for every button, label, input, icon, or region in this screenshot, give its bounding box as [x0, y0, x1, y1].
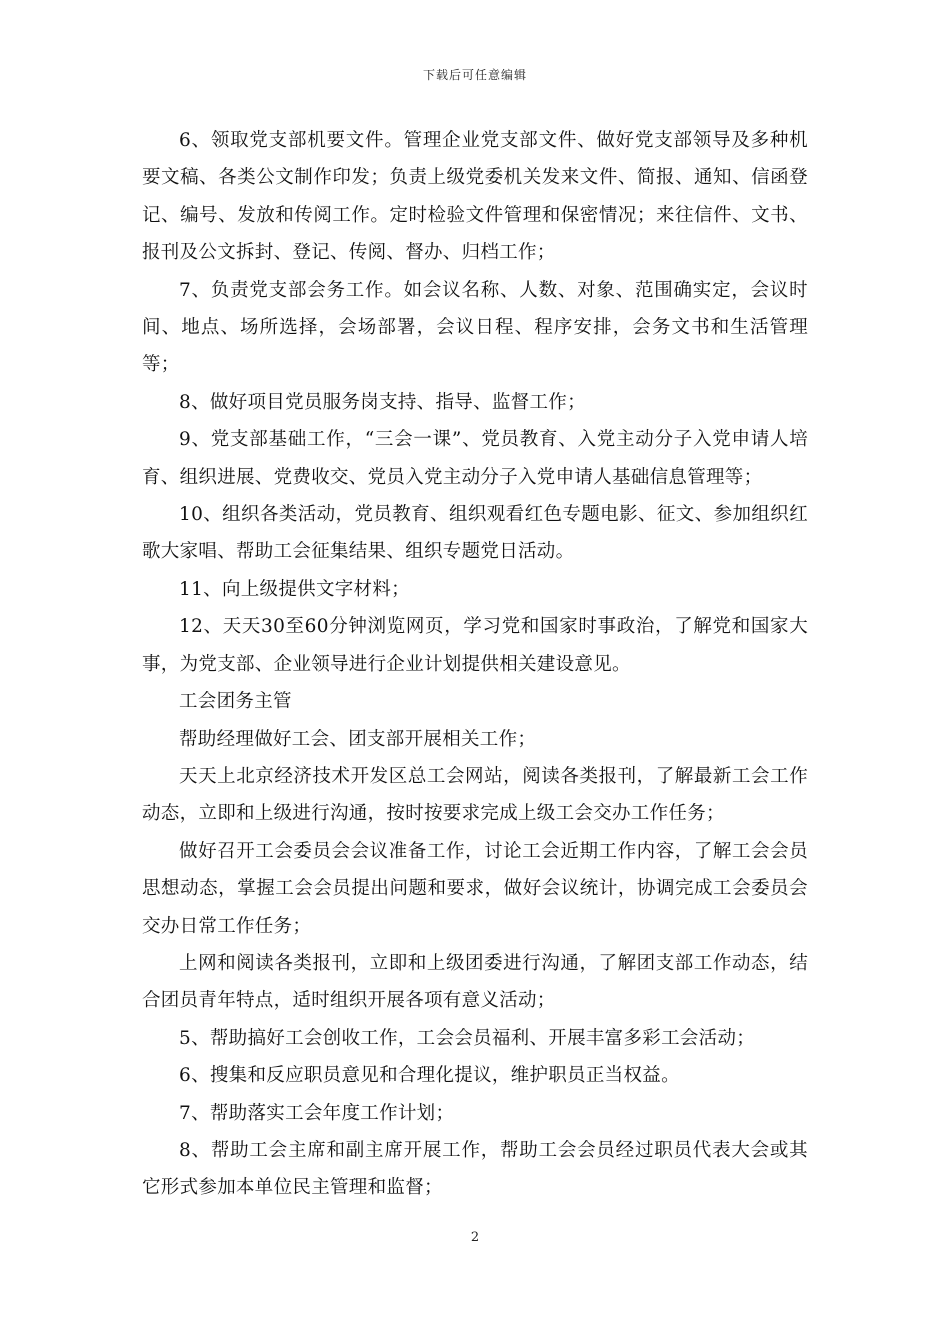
paragraph-item-8-chairman-support: 8、帮助工会主席和副主席开展工作，帮助工会会员经过职员代表大会或其它形式参加本单位民主管理和监督；: [142, 1139, 808, 1199]
paragraph-item-6-staff-opinions: 6、搜集和反应职员意见和合理化提议，维护职员正当权益。: [179, 1065, 680, 1087]
paragraph-item-12-news-reading: 12、天天30至60分钟浏览网页，学习党和国家时事政治，了解党和国家大事，为党支部、企业领导进行企业计划提供相关建设意见。: [142, 616, 808, 675]
paragraph-committee-meeting: 做好召开工会委员会会议准备工作，讨论工会近期工作内容，了解工会会员思想动态，掌握工会会员提出问题和要求，做好会议统计，协调完成工会委员会交办日常工作任务；: [142, 840, 808, 937]
paragraph-league-communication: 上网和阅读各类报刊，立即和上级团委进行沟通，了解团支部工作动态，结合团员青年特点，适时组织开展各项有意义活动；: [142, 952, 808, 1012]
paragraph-item-6-confidential-docs: 6、领取党支部机要文件。管理企业党支部文件、做好党支部领导及多种机要文稿、各类公文制作印发；负责上级党委机关发来文件、简报、通知、信函登记、编号、发放和传阅工作。定时检验文件管理和保密情况；来往信件、文书、报刊及公文拆封、登记、传阅、督办、归档工作；: [142, 130, 808, 264]
page-header: 下载后可任意编辑: [422, 68, 527, 82]
paragraph-item-9-basic-work: 9、党支部基础工作，“三会一课”、党员教育、入党主动分子入党申请人培育、组织进展、党费收交、党员入党主动分子入党申请人基础信息管理等；: [142, 429, 808, 488]
page-number: 2: [470, 1230, 480, 1245]
paragraph-item-8-service-post: 8、做好项目党员服务岗支持、指导、监督工作；: [179, 391, 586, 413]
paragraph-daily-website: 天天上北京经济技术开发区总工会网站，阅读各类报刊，了解最新工会工作动态，立即和上级进行沟通，按时按要求完成上级工会交办工作任务；: [142, 765, 808, 825]
paragraph-item-7-meeting-affairs: 7、负责党支部会务工作。如会议名称、人数、对象、范围确实定，会议时间、地点、场所选择，会场部署，会议日程、程序安排，会务文书和生活管理等；: [142, 279, 808, 376]
section-heading-union-supervisor: 工会团务主管: [179, 691, 292, 713]
paragraph-item-7-annual-plan: 7、帮助落实工会年度工作计划；: [179, 1102, 455, 1124]
document-body: [142, 122, 808, 1207]
paragraph-item-11-materials: 11、向上级提供文字材料；: [179, 578, 410, 600]
paragraph-item-5-union-income: 5、帮助搞好工会创收工作，工会会员福利、开展丰富多彩工会活动；: [179, 1027, 756, 1049]
paragraph-assist-manager: 帮助经理做好工会、团支部开展相关工作；: [179, 728, 537, 750]
paragraph-item-10-activities: 10、组织各类活动，党员教育、组织观看红色专题电影、征文、参加组织红歌大家唱、帮助工会征集结果、组织专题党日活动。: [142, 504, 808, 563]
